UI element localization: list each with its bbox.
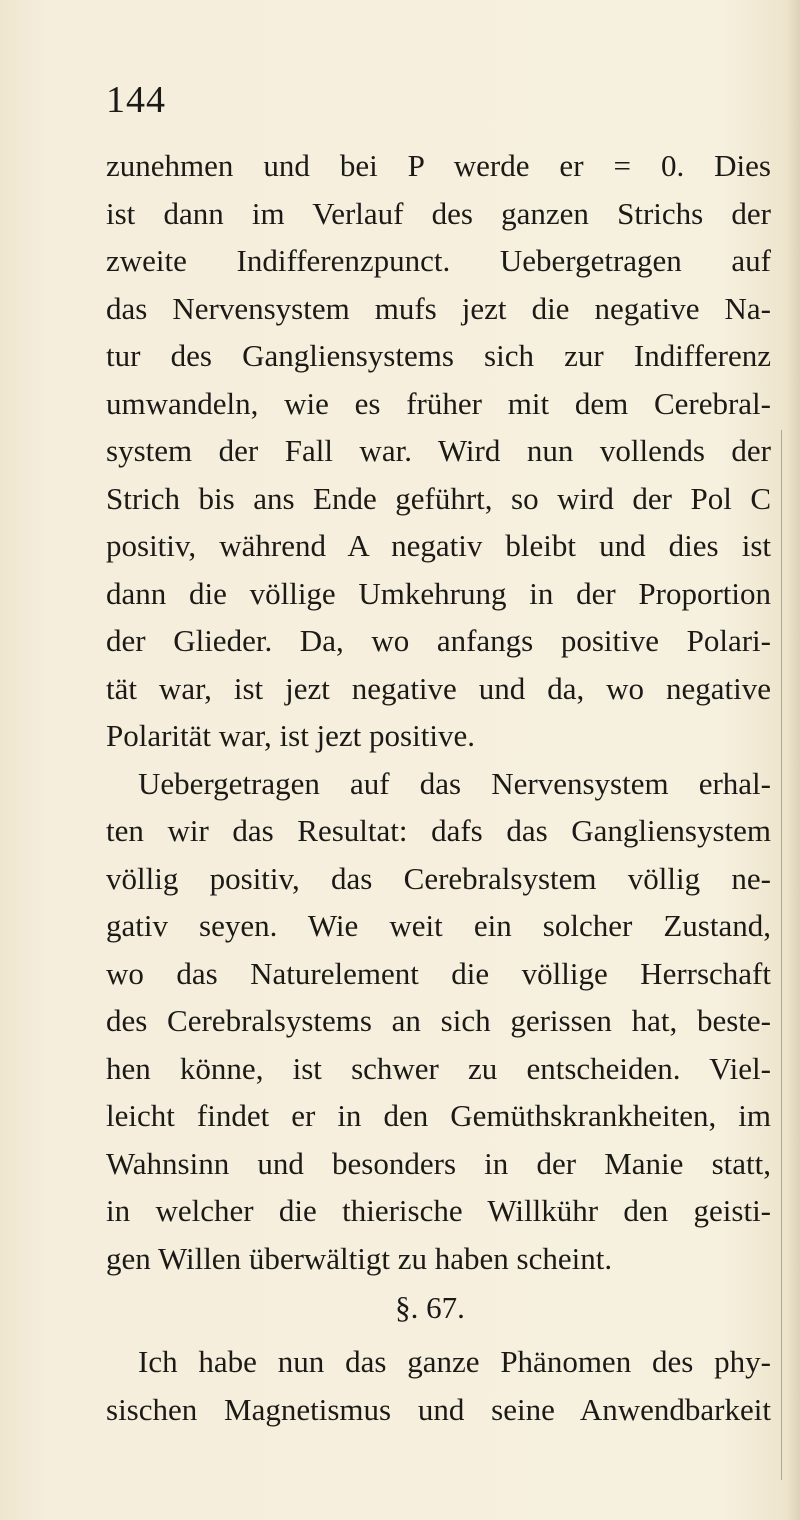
text-line: der Glieder. Da, wo anfangs positive Polari-: [106, 623, 771, 658]
text-line: gativ seyen. Wie weit ein solcher Zustand,: [106, 908, 771, 943]
text-line: sischen Magnetismus und seine Anwendbarkeit: [106, 1391, 771, 1427]
text-line: völlig positiv, das Cerebralsystem völlig ne-: [106, 860, 771, 896]
text-line: des Cerebralsystems an sich gerissen hat, beste-: [106, 1003, 771, 1038]
text-line: gen Willen überwältigt zu haben scheint.: [106, 1240, 613, 1276]
text-line: Uebergetragen auf das Nervensystem erhal-: [138, 765, 771, 801]
text-line: ist dann im Verlauf des ganzen Strichs der: [106, 195, 771, 231]
text-line: dann die völlige Umkehrung in der Proportion: [106, 575, 771, 611]
text-line: in welcher die thierische Willkühr den geisti-: [106, 1193, 771, 1228]
text-line: hen könne, ist schwer zu entscheiden. Viel-: [106, 1050, 771, 1086]
text-line: Strich bis ans Ende geführt, so wird der Pol C: [106, 480, 771, 516]
text-line: leicht findet er in den Gemüthskrankheiten, im: [106, 1098, 771, 1133]
text-line: tät war, ist jezt negative und da, wo negative: [106, 670, 771, 706]
text-line: umwandeln, wie es früher mit dem Cerebral-: [106, 385, 771, 421]
text-line: system der Fall war. Wird nun vollends der: [106, 433, 771, 468]
text-line: tur des Gangliensystems sich zur Indifferenz: [106, 338, 771, 373]
body-text: [106, 142, 771, 1282]
page-number: 144: [106, 79, 166, 121]
text-line: wo das Naturelement die völlige Herrschaft: [106, 955, 771, 991]
section-heading: §. 67.: [395, 1290, 465, 1325]
text-line: Wahnsinn und besonders in der Manie statt,: [106, 1145, 771, 1181]
text-line: Ich habe nun das ganze Phänomen des phy-: [138, 1344, 771, 1379]
text-line: das Nervensystem mufs jezt die negative Na-: [106, 290, 771, 326]
text-line: Polarität war, ist jezt positive.: [106, 718, 475, 753]
text-line: positiv, während A negativ bleibt und dies ist: [106, 528, 771, 563]
text-line: zweite Indifferenzpunct. Uebergetragen auf: [106, 243, 771, 278]
text-line: zunehmen und bei P werde er = 0. Dies: [106, 148, 771, 183]
body-text-continued: [106, 1338, 771, 1433]
text-line: ten wir das Resultat: dafs das Gangliensystem: [106, 813, 771, 848]
